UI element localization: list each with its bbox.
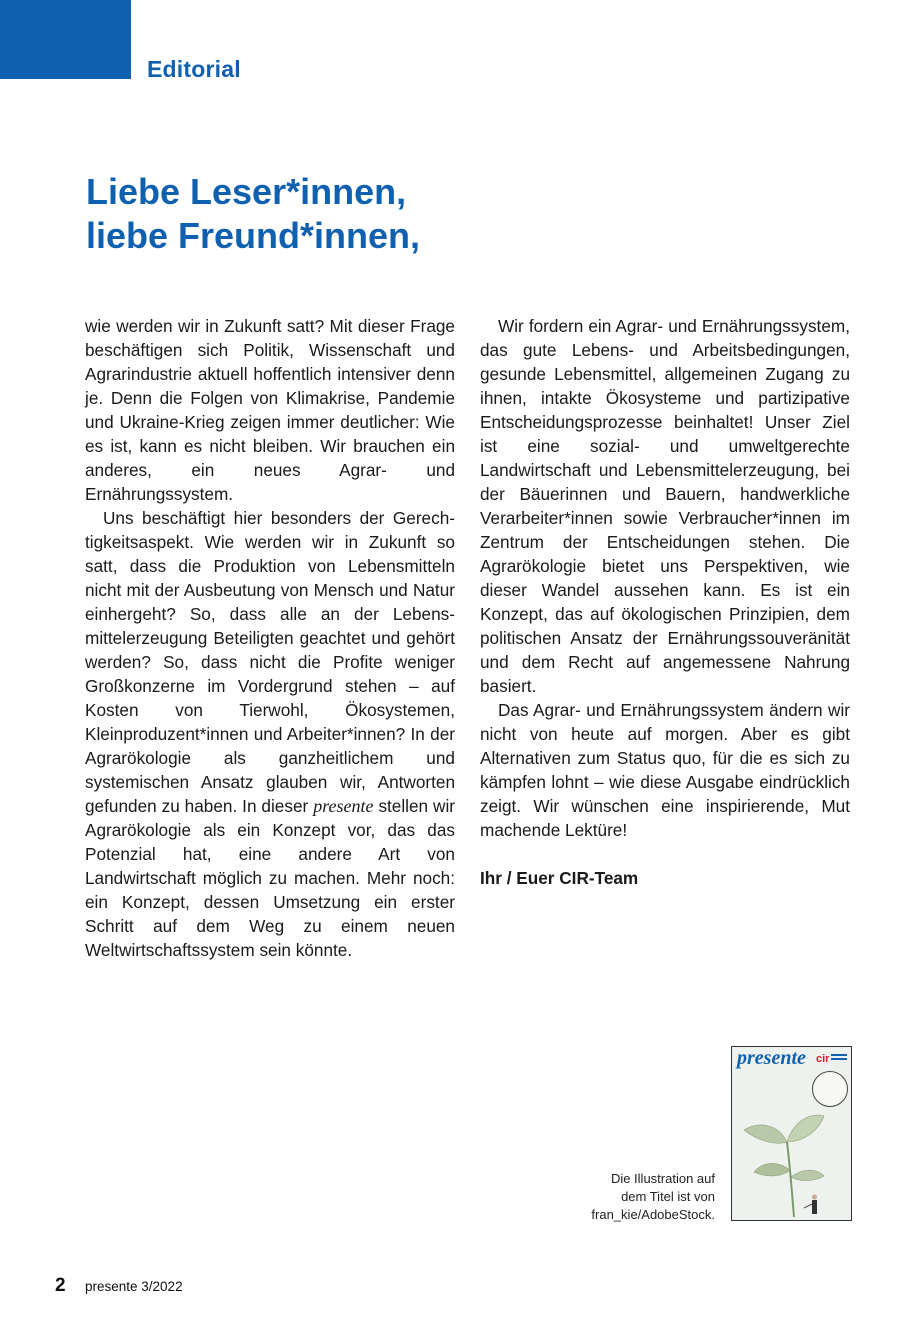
headline-line-1: Liebe Leser*innen,: [86, 171, 407, 212]
paragraph-2: [85, 506, 455, 962]
cover-masthead-logo: presente: [737, 1047, 806, 1069]
text-column-left: [85, 314, 455, 962]
section-label: Editorial: [147, 56, 241, 82]
paragraph-3: Wir fordern ein Agrar- und Ernährungssystem, das gute Lebens- und Arbeitsbedingungen, gesunde Lebensmittel, allgemeinen Zugang zu ihnen, intakte Ökosysteme und partizipative Entscheidungsprozesse beinhaltet! Unser Ziel ist eine sozial- und umweltgerechte Landwirtschaft und Lebensmittelerzeugung, bei der Bäuerinnen und Bauern, handwerkliche Verarbeiter*innen sowie Verbraucher*innen im Zentrum der Entscheidungen stehen. Die Agrarökologie bietet uns Perspektiven, wie dieser Wandel aussehen kann. Es ist ein Konzept, das auf ökologischen Prinzipien, dem politischen Ansatz der Ernährungssouveränität und dem Recht auf angemessene Nahrung basiert.: [480, 316, 850, 696]
magazine-name: presente: [313, 796, 374, 816]
plant-illustration-icon: [732, 1082, 851, 1220]
page-number: 2: [55, 1275, 66, 1296]
page-headline: [86, 170, 420, 258]
caption-line-2: dem Titel ist von: [621, 1189, 715, 1204]
paragraph-4: Das Agrar- und Ernährungssystem ändern wir nicht von heute auf morgen. Aber es gibt Alternativen zum Status quo, für die es sich zu kämpfen lohnt – wie diese Ausgabe eindrücklich zeigt. Wir wünschen eine inspirierende, Mut machende Lektüre!: [480, 700, 850, 840]
text-column-right: [480, 314, 850, 890]
cir-logo-icon: [816, 1051, 848, 1065]
caption-line-3: fran_kie/AdobeStock.: [591, 1207, 715, 1222]
svg-text:cir: cir: [816, 1053, 830, 1065]
signature: Ihr / Euer CIR-Team: [480, 868, 639, 888]
paragraph-1: wie werden wir in Zukunft satt? Mit dieser Frage beschäftigen sich Politik, Wissenschaft und Agrarindustrie aktuell hoffentlich intensiver denn je. Denn die Folgen von Klimakrise, Pandemie und Ukraine-Krieg zeigen immer deutlicher: Wie es ist, kann es nicht bleiben. Wir brauchen ein anderes, ein neues Agrar- und Ernährungssystem.: [85, 316, 455, 504]
caption-line-1: Die Illustration auf: [610, 1171, 715, 1186]
paragraph-2-part-1: Uns beschäftigt hier besonders der Gerechtigkeitsaspekt. Wie werden wir in Zukunft so satt, dass die Produktion von Lebensmitteln nicht mit der Ausbeutung von Mensch und Natur einhergeht? So, dass alle an der Lebensmittelerzeugung Beteiligten geachtet und gehört werden? So, dass nicht die Profite weniger Großkonzerne im Vordergrund stehen – auf Kosten von Tierwohl, Ökosystemen, Kleinproduzent*innen und Arbeiter*innen? In der Agrarökologie als ganzheitlichem und systemischen Ansatz glauben wir, Antworten gefunden zu haben. In dieser: [85, 508, 455, 816]
headline-line-2: liebe Freund*innen,: [86, 215, 421, 256]
corner-color-block: [0, 0, 131, 79]
paragraph-2-part-2: stellen wir Agrarökologie als ein Konzept vor, das das Potenzial hat, eine andere Art von Landwirtschaft möglich zu machen. Mehr noch: ein Konzept, dessen Umsetzung ein erster Schritt auf dem Weg zu einem neuen Weltwirtschaftssystem sein könnte.: [85, 796, 455, 960]
issue-label: presente 3/2022: [85, 1279, 183, 1294]
cover-caption: [560, 1170, 715, 1224]
cover-thumbnail: [731, 1046, 852, 1221]
